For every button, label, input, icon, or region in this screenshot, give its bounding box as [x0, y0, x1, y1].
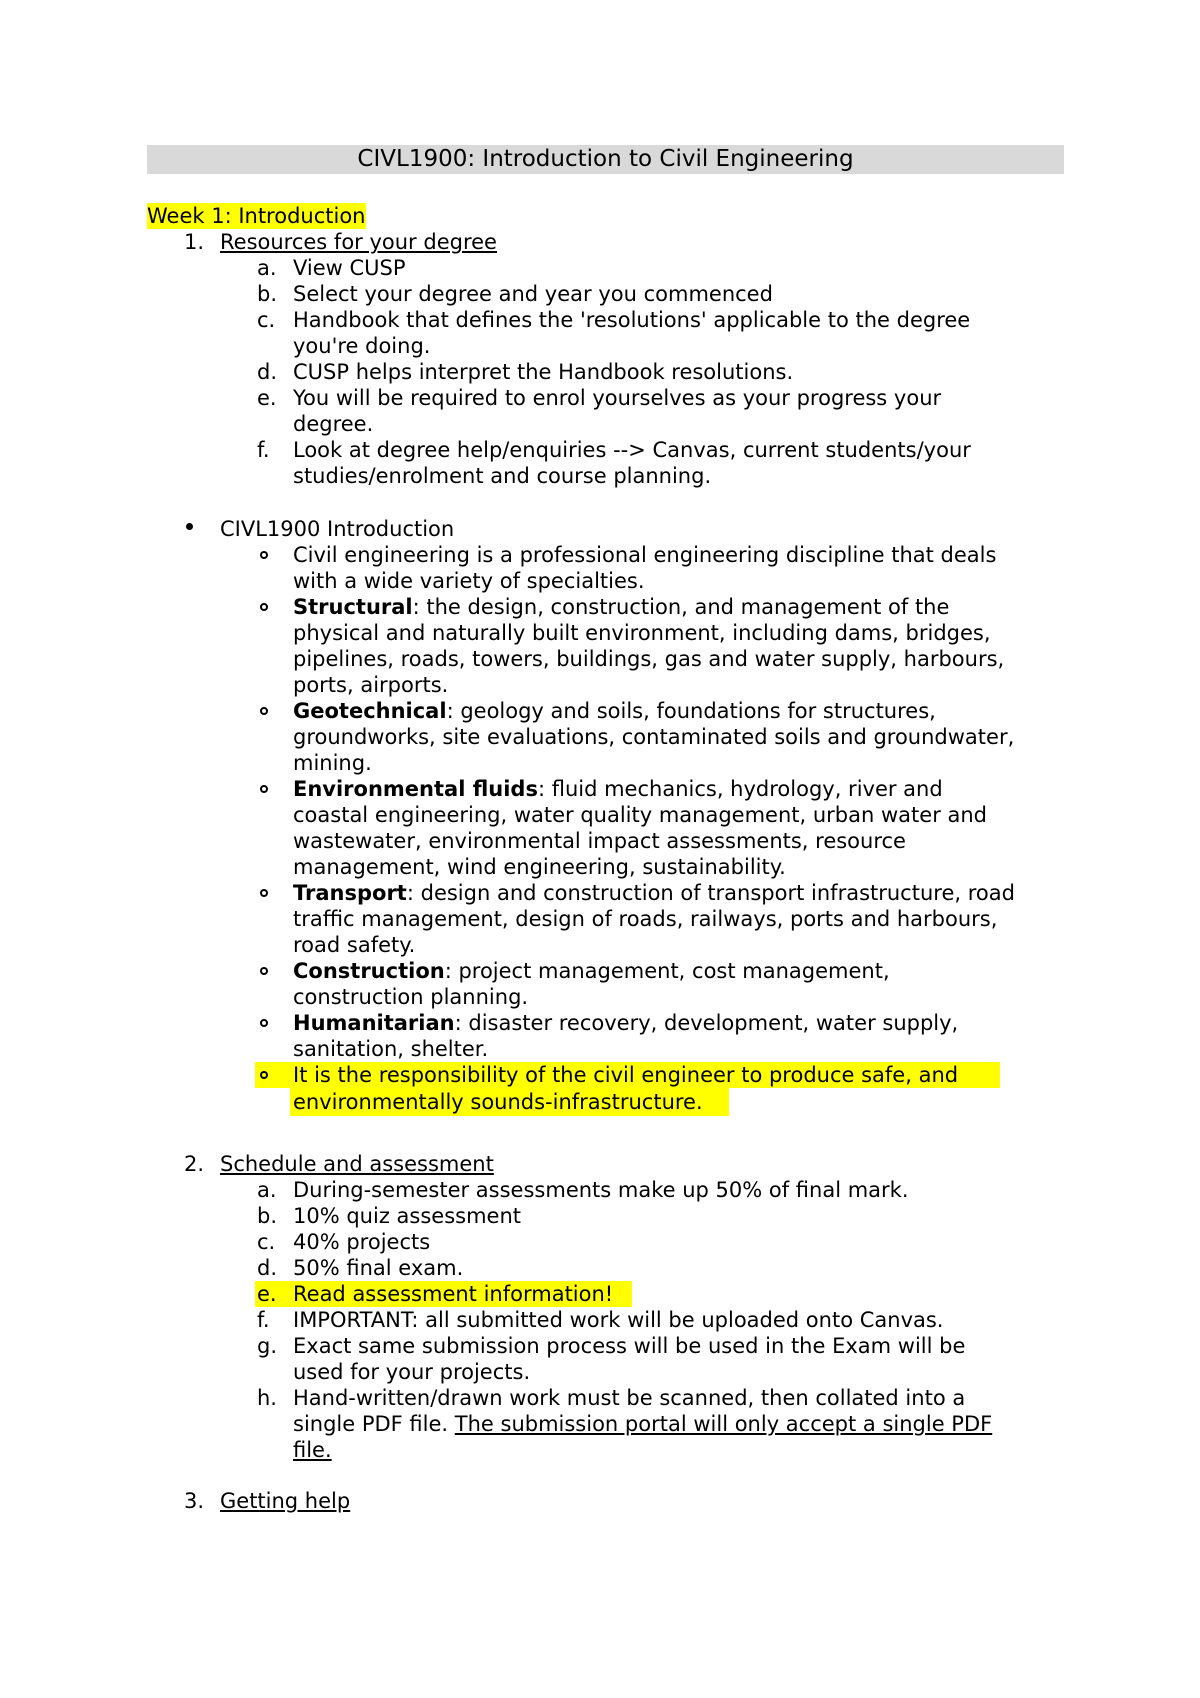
list-item-text: [293, 594, 949, 620]
list-item-text: Exact same submission process will be used in the Exam will be: [293, 1334, 966, 1358]
list-item-text-part: single PDF file.: [293, 1412, 455, 1436]
list-item-text: View CUSP: [293, 256, 406, 280]
section-number: 2.: [184, 1152, 205, 1176]
underlined-note: The submission portal will only accept a single PDF: [454, 1412, 993, 1436]
list-item-text: road safety.: [293, 933, 416, 957]
list-item-text: During-semester assessments make up 50% of final mark.: [293, 1178, 909, 1202]
term-description: : the design, construction, and management of the: [412, 595, 950, 619]
list-item-text: Select your degree and year you commenced: [293, 282, 773, 306]
list-item-text: [293, 1411, 992, 1437]
term-description: : project management, cost management,: [444, 959, 890, 983]
list-item-text: You will be required to enrol yourselves as your progress your: [293, 386, 942, 410]
list-item-text: you're doing.: [293, 334, 431, 358]
page-title: CIVL1900: Introduction to Civil Engineering: [147, 145, 1064, 174]
list-item-text: 10% quiz assessment: [293, 1204, 521, 1228]
list-item-text: [293, 958, 890, 984]
list-item-text: 50% final exam.: [293, 1256, 464, 1280]
term-geotechnical: Geotechnical: [293, 699, 447, 723]
list-item-text: studies/enrolment and course planning.: [293, 464, 712, 488]
term-environmental-fluids: Environmental fluids: [293, 777, 538, 801]
list-marker: h.: [257, 1386, 277, 1410]
bullet-dot-icon: [186, 523, 193, 530]
list-marker: d.: [257, 1256, 278, 1280]
list-item-text: CUSP helps interpret the Handbook resolutions.: [293, 360, 794, 384]
list-item-text: IMPORTANT: all submitted work will be uploaded onto Canvas.: [293, 1308, 944, 1332]
circle-bullet-icon: [260, 889, 268, 897]
list-item-text: Civil engineering is a professional engineering discipline that deals: [293, 543, 997, 567]
list-item-text: Hand-written/drawn work must be scanned, then collated into a: [293, 1386, 966, 1410]
section-heading-getting-help: Getting help: [220, 1489, 351, 1513]
list-marker: a.: [257, 256, 277, 280]
term-structural: Structural: [293, 595, 413, 619]
underlined-note: file.: [293, 1438, 332, 1462]
list-marker: e.: [257, 1282, 277, 1306]
list-item-text: with a wide variety of specialties.: [293, 569, 645, 593]
list-marker: d.: [257, 360, 278, 384]
week-heading: Week 1: Introduction: [147, 204, 366, 228]
list-item-text: coastal engineering, water quality management, urban water and: [293, 803, 988, 827]
term-construction: Construction: [293, 959, 445, 983]
list-item-text: environmentally sounds-infrastructure.: [293, 1090, 703, 1114]
list-item-text: pipelines, roads, towers, buildings, gas and water supply, harbours,: [293, 647, 1005, 671]
circle-bullet-icon: [260, 707, 268, 715]
list-item-text: sanitation, shelter.: [293, 1037, 489, 1061]
list-marker: b.: [257, 282, 278, 306]
list-marker: c.: [257, 308, 276, 332]
list-item-text: [293, 776, 943, 802]
term-transport: Transport: [293, 881, 407, 905]
list-item-text: wastewater, environmental impact assessments, resource: [293, 829, 906, 853]
list-item-text: mining.: [293, 751, 372, 775]
list-item-text: used for your projects.: [293, 1360, 531, 1384]
term-description: : design and construction of transport infrastructure, road: [406, 881, 1015, 905]
section-heading-schedule: Schedule and assessment: [220, 1152, 494, 1176]
list-marker: e.: [257, 386, 277, 410]
list-item-text: physical and naturally built environment, including dams, bridges,: [293, 621, 991, 645]
term-description: : disaster recovery, development, water supply,: [454, 1011, 959, 1035]
list-item-text: degree.: [293, 412, 374, 436]
list-item-text: Look at degree help/enquiries --> Canvas, current students/your: [293, 438, 971, 462]
circle-bullet-icon: [260, 967, 268, 975]
circle-bullet-icon: [260, 1019, 268, 1027]
list-marker: c.: [257, 1230, 276, 1254]
bullet-heading: CIVL1900 Introduction: [220, 517, 455, 541]
list-item-text: ports, airports.: [293, 673, 449, 697]
list-item-text: [293, 880, 1015, 906]
list-marker: g.: [257, 1334, 278, 1358]
term-humanitarian: Humanitarian: [293, 1011, 455, 1035]
list-item-text: [293, 1010, 958, 1036]
list-item-text: It is the responsibility of the civil engineer to produce safe, and: [293, 1063, 959, 1087]
term-description: : fluid mechanics, hydrology, river and: [537, 777, 943, 801]
list-item-text: Handbook that defines the 'resolutions' applicable to the degree: [293, 308, 971, 332]
section-number: 1.: [184, 230, 205, 254]
list-marker: f.: [257, 1308, 270, 1332]
section-heading-resources: Resources for your degree: [220, 230, 497, 254]
section-number: 3.: [184, 1489, 205, 1513]
list-item-text: management, wind engineering, sustainability.: [293, 855, 786, 879]
list-item-text: [293, 698, 936, 724]
list-item-text: construction planning.: [293, 985, 529, 1009]
list-item-text: traffic management, design of roads, railways, ports and harbours,: [293, 907, 998, 931]
circle-bullet-icon: [260, 551, 268, 559]
circle-bullet-icon: [260, 785, 268, 793]
list-marker: a.: [257, 1178, 277, 1202]
circle-bullet-icon: [260, 603, 268, 611]
list-marker: f.: [257, 438, 270, 462]
list-item-text: groundworks, site evaluations, contaminated soils and groundwater,: [293, 725, 1015, 749]
term-description: : geology and soils, foundations for structures,: [446, 699, 936, 723]
list-item-text: 40% projects: [293, 1230, 431, 1254]
list-marker: b.: [257, 1204, 278, 1228]
circle-bullet-icon: [260, 1071, 268, 1079]
list-item-text: Read assessment information!: [293, 1282, 614, 1306]
